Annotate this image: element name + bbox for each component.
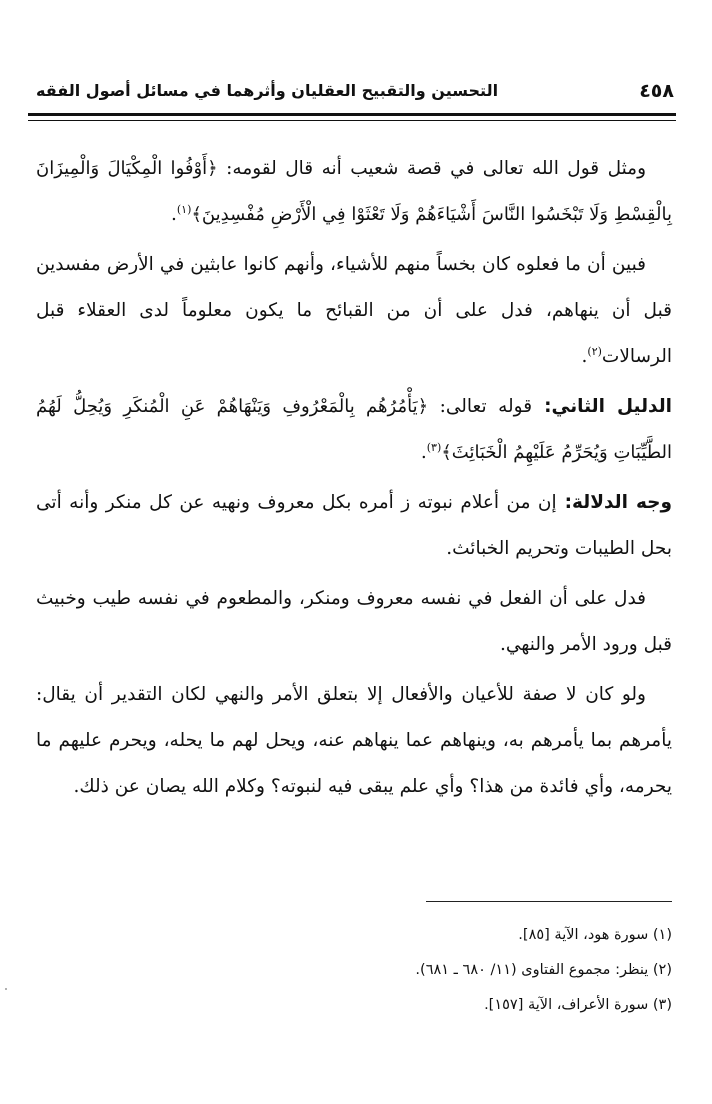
footnote-3: (٣) سورة الأعراف، الآية [١٥٧]. xyxy=(484,997,672,1013)
paragraph-tail: . xyxy=(420,442,427,463)
section-label: وجه الدلالة: xyxy=(556,492,672,513)
quran-verse: ﴿أَوْفُوا الْمِكْيَالَ وَالْمِيزَانَ بِالْقِسْطِ وَلَا تَبْخَسُوا النَّاسَ أَشْيَاءَهُمْ وَلَا تَعْثَوْا فِي الْأَرْضِ مُفْسِدِينَ﴾ xyxy=(36,158,672,225)
header-rule-thick xyxy=(28,113,676,116)
main-text xyxy=(36,146,672,814)
footnote-separator xyxy=(426,901,672,902)
footnote-ref: (١) xyxy=(176,202,192,216)
scan-speck xyxy=(5,988,7,990)
paragraph-tail: . xyxy=(170,204,177,225)
paragraph-tail: . xyxy=(581,346,588,367)
paragraph-conclusion xyxy=(36,576,672,668)
paragraph-counterargument xyxy=(36,672,672,810)
footnote-2: (٢) ينظر: مجموع الفتاوى (١١/ ٦٨٠ ـ ٦٨١). xyxy=(415,962,672,978)
footnotes xyxy=(36,924,672,1029)
section-label: الدليل الثاني: xyxy=(532,396,673,417)
footnote-ref: (٢) xyxy=(587,344,602,358)
paragraph-lead: قوله تعالى: xyxy=(428,396,533,417)
paragraph-text: فبين أن ما فعلوه كان بخساً منهم للأشياء، وأنهم كانوا عابثين في الأرض مفسدين قبل أن ينهاهم، فدل على أن من القبائح ما يكون معلوماً لدى العقلاء قبل الرسالات xyxy=(36,254,672,367)
running-title: التحسين والتقبيح العقليان وأثرهما في مسائل أصول الفقه xyxy=(36,81,499,100)
paragraph-text: ولو كان لا صفة للأعيان والأفعال إلا بتعلق الأمر والنهي لكان التقدير أن يقال: يأمرهم بما يأمرهم به، وينهاهم عما ينهاهم عنه، ويحل لهم ما يحله، ويحرم عليهم ما يحرمه، وأي فائدة من هذا؟ وأي علم يبقى فيه لنبوته؟ وكلام الله يصان عن ذلك. xyxy=(36,684,672,797)
header-rule-thin xyxy=(28,120,676,121)
footnote-ref: (٣) xyxy=(426,440,442,454)
paragraph-shuaib-example xyxy=(36,146,672,238)
page-header xyxy=(28,80,676,116)
quran-verse: ﴿يَأْمُرُهُم بِالْمَعْرُوفِ وَيَنْهَاهُمْ عَنِ الْمُنكَرِ وَيُحِلُّ لَهُمُ الطَّيِّبَاتِ وَيُحَرِّمُ عَلَيْهِمُ الْخَبَائِثَ﴾ xyxy=(36,396,672,463)
paragraph-indication xyxy=(36,480,672,572)
paragraph-text: فدل على أن الفعل في نفسه معروف ومنكر، والمطعوم في نفسه طيب وخبيث قبل ورود الأمر والنهي. xyxy=(36,588,672,655)
page-number: ٤٥٨ xyxy=(639,80,674,102)
paragraph-lead: ومثل قول الله تعالى في قصة شعيب أنه قال لقومه: xyxy=(217,158,646,179)
footnote-1: (١) سورة هود، الآية [٨٥]. xyxy=(518,927,672,943)
paragraph-second-evidence xyxy=(36,384,672,476)
paragraph-text: إن من أعلام نبوته ز أمره بكل معروف ونهيه عن كل منكر وأنه أتى بحل الطيبات وتحريم الخبائث. xyxy=(36,492,672,559)
paragraph-explanation xyxy=(36,242,672,380)
